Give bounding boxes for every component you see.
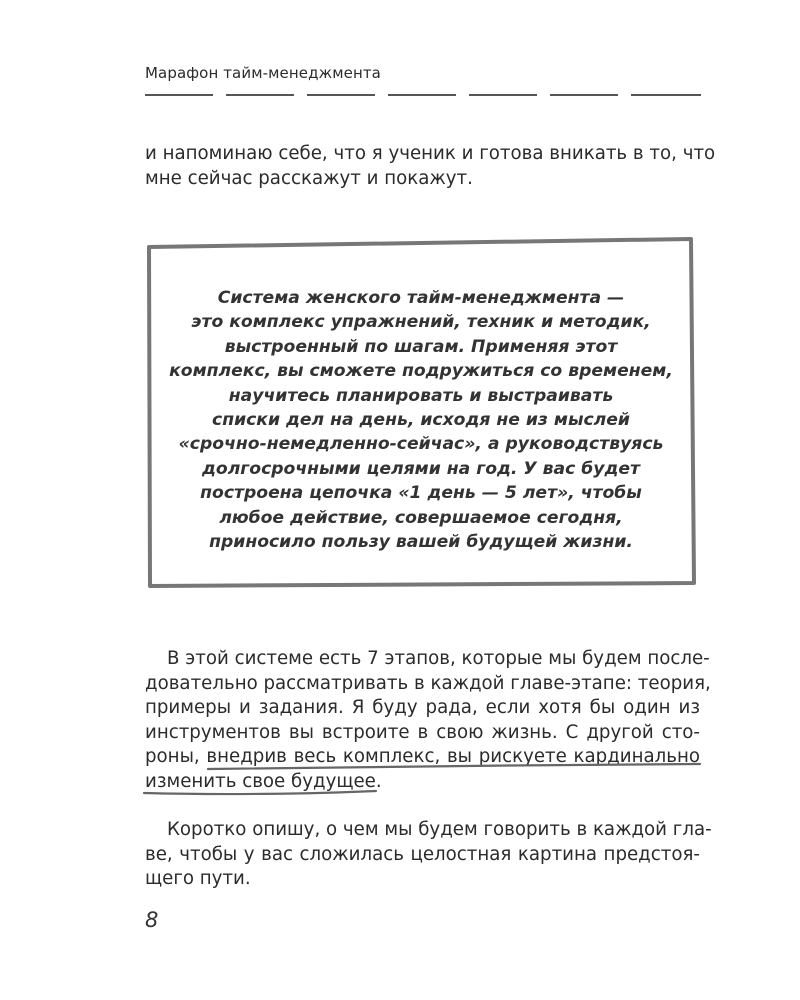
text-line: ве, чтобы у вас сложилась целостная картина предстоя- [145,843,700,865]
text-line: мне сейчас расскажут и покажут. [145,167,473,189]
hand-drawn-underline [140,750,710,800]
callout-text [166,286,676,554]
text-line: примеры и задания. Я буду рада, если хотя бы один из [145,697,700,718]
text-line: щего пути. [145,868,251,889]
text-line: изменить свое будущее. [145,770,382,792]
callout-line: Система женского тайм-менеджмента — [217,288,625,308]
callout-line: научитесь планировать и выстраивать [228,385,614,406]
text-line: роны, внедрив весь комплекс, вы рискуете кардинально [145,746,700,767]
callout-line: «срочно-немедленно-сейчас», а руководствуясь [178,434,664,455]
header-dashed-rule [145,94,701,96]
intro-paragraph [145,142,716,191]
callout-box [146,237,696,589]
callout-line: долгосрочными целями на год. У вас будет [202,458,640,479]
text-line: и напоминаю себе, что я ученик и готова вникать в то, что [145,143,716,164]
running-head: Марафон тайм-менеджмента [145,64,381,82]
callout-line: выстроенный по шагам. Применяя этот [224,336,618,357]
text-line: инструментов вы встроите в свою жизнь. С другой сто- [145,721,700,743]
page-number: 8 [145,908,159,932]
callout-line: это комплекс упражнений, техник и методик, [191,312,651,333]
outline-paragraph [145,818,712,892]
text-line: довательно рассматривать в каждой главе-этапе: теория, [145,672,711,694]
text-line: В этой системе есть 7 этапов, которые мы будем после- [167,648,710,669]
callout-line: приносило пользу вашей будущей жизни. [209,532,633,553]
callout-line: любое действие, совершаемое сегодня, [219,507,623,528]
callout-line: списки дел на день, исходя не из мыслей [212,410,630,431]
callout-line: построена цепочка «1 день — 5 лет», чтобы [200,483,642,504]
text-line: Коротко опишу, о чем мы будем говорить в каждой гла- [167,819,712,840]
callout-line: комплекс, вы сможете подружиться со временем, [169,361,673,382]
